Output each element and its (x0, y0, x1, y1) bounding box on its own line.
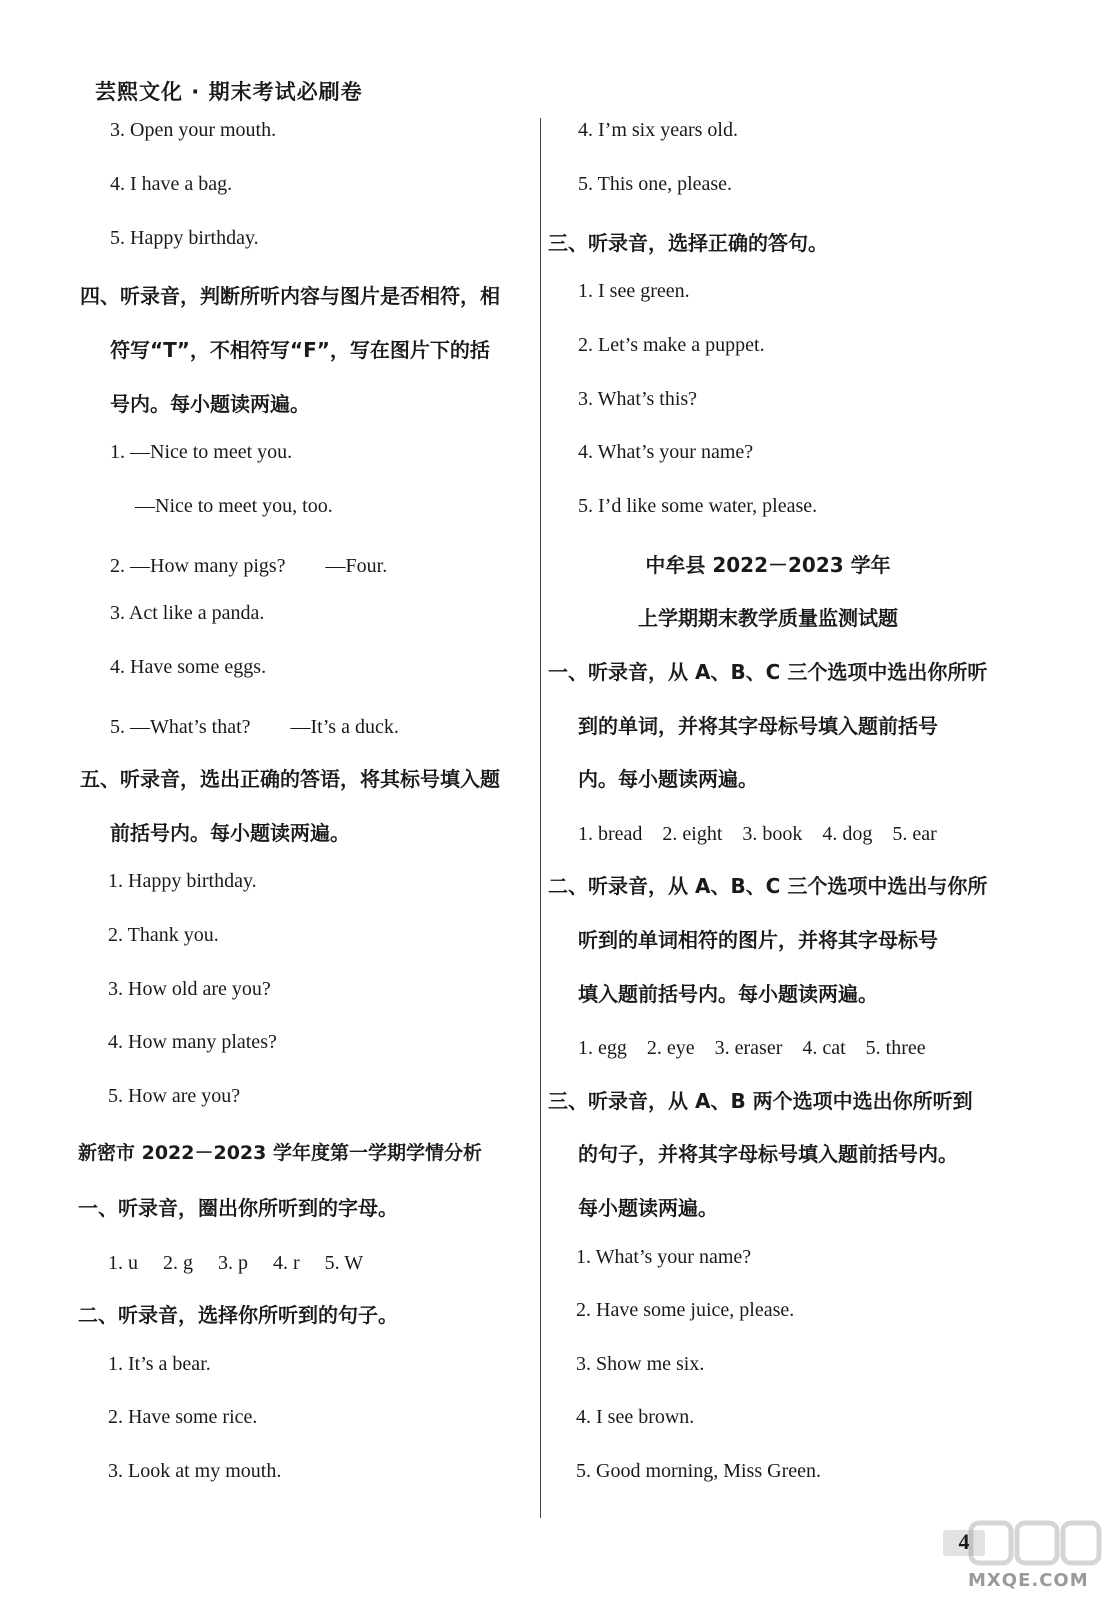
answer-line: 1. What’s your name? (576, 1246, 752, 1268)
answer-line: 5. Happy birthday. (110, 227, 259, 249)
answer-line: 4. I’m six years old. (578, 119, 738, 141)
section-heading: 一、听录音，从 A、B、C 三个选项中选出你所听 (548, 660, 988, 684)
exam-title: 新密市 2022－2023 学年度第一学期学情分析 (78, 1142, 482, 1164)
answer-line: 4. I have a bag. (110, 173, 233, 195)
column-divider (540, 118, 541, 1518)
answer-line: 1. I see green. (578, 280, 690, 302)
answer-line: 3. Open your mouth. (110, 119, 277, 141)
answer-line: 3. Show me six. (576, 1353, 705, 1375)
section-heading: 二、听录音，从 A、B、C 三个选项中选出与你所 (548, 874, 988, 898)
answer-line: 2. Have some juice, please. (576, 1299, 795, 1321)
section-heading: 到的单词，并将其字母标号填入题前括号 (578, 714, 938, 738)
section-heading: 每小题读两遍。 (578, 1196, 718, 1220)
answer-line: 1. Happy birthday. (108, 870, 257, 892)
answer-line: 2. —How many pigs? —Four. (110, 555, 388, 577)
answer-line: 1. bread 2. eight 3. book 4. dog 5. ear (578, 823, 937, 845)
section-heading: 前括号内。每小题读两遍。 (110, 821, 350, 845)
answer-line: 5. —What’s that? —It’s a duck. (110, 716, 399, 738)
answer-line: 3. Act like a panda. (110, 602, 265, 624)
section-heading: 填入题前括号内。每小题读两遍。 (578, 982, 878, 1006)
section-heading: 一、听录音，圈出你所听到的字母。 (78, 1196, 398, 1220)
answer-line: 2. Thank you. (108, 924, 219, 946)
section-heading: 三、听录音，从 A、B 两个选项中选出你所听到 (548, 1089, 973, 1113)
answer-line: 4. What’s your name? (578, 441, 754, 463)
answer-line: 5. How are you? (108, 1085, 241, 1107)
answer-line: 3. What’s this? (578, 388, 698, 410)
section-heading: 内。每小题读两遍。 (578, 767, 758, 791)
page-number: 4 (958, 1529, 970, 1554)
answer-line: 1. It’s a bear. (108, 1353, 211, 1375)
page-header: 芸熙文化 · 期末考试必刷卷 (95, 80, 363, 104)
section-heading: 的句子，并将其字母标号填入题前括号内。 (578, 1142, 958, 1166)
section-heading: 二、听录音，选择你所听到的句子。 (78, 1303, 398, 1327)
answer-line: 3. Look at my mouth. (108, 1460, 282, 1482)
section-heading: 听到的单词相符的图片，并将其字母标号 (578, 928, 938, 952)
answer-line: 2. Have some rice. (108, 1406, 258, 1428)
section-heading: 四、听录音，判断所听内容与图片是否相符，相 (80, 284, 500, 308)
answer-line: 4. I see brown. (576, 1406, 695, 1428)
answer-line: 4. Have some eggs. (110, 656, 267, 678)
section-heading: 符写“T”，不相符写“F”，写在图片下的括 (110, 338, 490, 362)
answer-line: 5. This one, please. (578, 173, 733, 195)
answer-line: 3. How old are you? (108, 978, 271, 1000)
answer-line: 5. I’d like some water, please. (578, 495, 818, 517)
answer-line: —Nice to meet you, too. (135, 495, 333, 517)
section-heading: 号内。每小题读两遍。 (110, 392, 310, 416)
answer-line: 1. u 2. g 3. p 4. r 5. W (108, 1252, 364, 1274)
answer-line: 5. Good morning, Miss Green. (576, 1460, 821, 1482)
exam-subtitle: 上学期期末教学质量监测试题 (638, 606, 898, 630)
answer-line: 1. egg 2. eye 3. eraser 4. cat 5. three (578, 1037, 926, 1059)
exam-title: 中牟县 2022－2023 学年 (645, 553, 891, 577)
answer-line: 2. Let’s make a puppet. (578, 334, 765, 356)
watermark-text: MXQE.COM (968, 1570, 1089, 1591)
answer-line: 4. How many plates? (108, 1031, 277, 1053)
answer-line: 1. —Nice to meet you. (110, 441, 293, 463)
section-heading: 五、听录音，选出正确的答语，将其标号填入题 (80, 767, 500, 791)
section-heading: 三、听录音，选择正确的答句。 (548, 231, 828, 255)
